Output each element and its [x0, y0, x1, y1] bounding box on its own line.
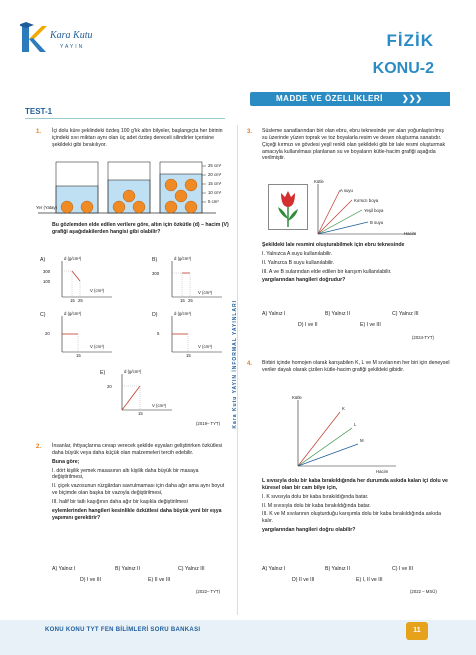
- tick-label: 15: [76, 353, 81, 358]
- question-4: [262, 360, 450, 376]
- tick-label: 20: [45, 331, 50, 336]
- source-label: (2024-TYT): [412, 335, 434, 340]
- mark-25: 25 cm³: [208, 163, 222, 168]
- list-item: III. halif bir tatlı kaşığının daha ağır bir kaşıkla değiştirilmesi: [52, 499, 188, 506]
- answer-option[interactable]: C) Yalnız III: [178, 566, 205, 572]
- tulip-icon: [269, 185, 307, 229]
- mark-5: 5 cm³: [208, 199, 219, 204]
- option-d-label: D): [152, 312, 158, 318]
- answer-option[interactable]: D) I ve III: [80, 577, 102, 583]
- sidebar-text: Kara Kutu YAYIN İNFORMAL YAYINLARI: [232, 300, 238, 429]
- source-label: (2019– TYT): [196, 421, 221, 426]
- question-number: 2.: [36, 444, 42, 450]
- list-item: II. M sıvısıyla dolu bir kaba bırakıldığında batar.: [262, 502, 371, 509]
- option-d-graph[interactable]: [162, 312, 226, 356]
- tick-label: 100: [43, 279, 51, 284]
- axis-label: d (g/cm³): [124, 369, 142, 374]
- klm-graph: [292, 398, 402, 470]
- answer-option[interactable]: D) II ve III: [292, 577, 315, 583]
- tick-label: 15: [180, 298, 185, 303]
- tick-label: 15: [70, 298, 75, 303]
- question-text: İçi dolu küre şeklindeki özdeş 100 g'lık altın bilyeler, başlangıçta her birinin içindeki sıvı miktarı aynı olan üç adet özdeş dereceli silindirler içerisine şekildeki gibi bırakılıyor.: [52, 128, 223, 148]
- mark-20: 20 cm³: [208, 172, 222, 177]
- mark-15: 15 cm³: [208, 181, 222, 186]
- axis-label: V (cm³): [198, 290, 213, 295]
- question-1: [52, 128, 230, 151]
- brand-name: Kara Kutu: [50, 30, 93, 41]
- option-a-graph[interactable]: [52, 257, 116, 301]
- tick-label: 5: [157, 331, 160, 336]
- answer-option[interactable]: A) Yalnız I: [262, 566, 286, 572]
- option-b-label: B): [152, 257, 158, 263]
- test-label: TEST-1: [25, 107, 53, 116]
- tick-label: 25: [78, 298, 83, 303]
- line-label: Yeşil boya: [364, 208, 384, 213]
- question-number: 1.: [36, 129, 42, 135]
- question-text: Birbiri içinde homojen olarak karışabilen K, L ve M sıvılarının her biri için deneysel veriler dayalı olarak çizilen kütle-hacim grafiği şekildeki gibidir.: [262, 360, 450, 373]
- mark-10: 10 cm³: [208, 190, 222, 195]
- question-number: 4.: [247, 361, 253, 367]
- axis-label: d (g/cm³): [174, 256, 192, 261]
- chevron-right-icon: ❯❯❯: [402, 94, 423, 103]
- question-text: Süsleme sanatlarından biri olan ebru, ebru teknesinde yer alan yoğunlaştırılmış su üzerinde yüzen toprak ve toz boyalarla resim ve desen oluşturma sanatıdır. Çiçeği kırmızı ve gövdesi yeşil renkli olan şekildeki gibi bir lale resmi oluşturmak amacıyla kullanılması planlanan su ve boyaların kütle-hacim grafiği aşağıda verilmiştir.: [262, 128, 446, 162]
- list-item: II. çiçek vazosunun rüzgârdan savrulmaması için daha ağır ama aynı boyut ve biçimde olan başka bir vazoyla değiştirilmesi,: [52, 483, 225, 497]
- list-item: I. K sıvısıyla dolu bir kaba bırakıldığında batar.: [262, 493, 369, 500]
- question-text: İnsanlar, ihtiyaçlarına cevap verecek şekilde eşyaları geliştirirken özkütlesi daha büyük veya daha küçük olan malzemeleri tercih edebilir.: [52, 443, 223, 456]
- line-label: L: [354, 422, 357, 427]
- list-item: III. A ve B sularından elde edilen bir karışım kullanılabilir.: [262, 268, 392, 275]
- source-label: (2022 – MSÜ): [410, 589, 437, 594]
- tick-label: 15: [138, 411, 143, 416]
- question-prompt: eylemlerinden hangileri kesinlikle özkütlesi daha büyük yeni bir eşya yapımını gerektirir?: [52, 507, 222, 521]
- question-3: [262, 128, 450, 164]
- question-prompt: Bu gözlemden elde edilen verilere göre, altın için özkütle (d) – hacim (V) grafiği aşağıdakilerden hangisi gibi olabilir?: [52, 222, 229, 235]
- answer-option[interactable]: B) Yalnız II: [325, 566, 350, 572]
- line-label: B suyu: [370, 220, 384, 225]
- axis-label: Hacim: [376, 469, 389, 474]
- axis-label: d (g/cm³): [64, 256, 82, 261]
- answer-option[interactable]: A) Yalnız I: [52, 566, 76, 572]
- axis-label: V (cm³): [198, 344, 213, 349]
- question-4-body: [262, 478, 450, 536]
- axis-label: d (g/cm³): [64, 311, 82, 316]
- option-a-label: A): [40, 257, 46, 263]
- answer-option[interactable]: D) I ve II: [298, 322, 318, 328]
- question-prompt: L sıvısıyla dolu bir kaba bırakıldığında her durumda askıda kalan içi dolu ve küresel olan bir cam bilye için,: [262, 478, 448, 491]
- unit-title: KONU-2: [372, 60, 434, 77]
- question-ask: yargılarından hangileri doğrudur?: [262, 277, 346, 284]
- subject-title: FİZİK: [386, 31, 434, 50]
- answer-option[interactable]: E) II ve III: [148, 577, 171, 583]
- footer: [0, 620, 476, 655]
- axis-label: V (cm³): [90, 288, 105, 293]
- tick-label: 25: [188, 298, 193, 303]
- divider: [25, 118, 225, 119]
- option-e-graph[interactable]: [112, 370, 176, 414]
- option-b-graph[interactable]: [162, 257, 226, 301]
- option-c-label: C): [40, 312, 46, 318]
- tick-label: 15: [186, 353, 191, 358]
- option-c-graph[interactable]: [52, 312, 116, 356]
- axis-label: Kütle: [292, 395, 302, 400]
- kara-kutu-logo-icon: [20, 22, 48, 56]
- tick-label: 300: [152, 271, 160, 276]
- line-label: M: [360, 438, 364, 443]
- answer-option[interactable]: A) Yalnız I: [262, 311, 286, 317]
- line-label: A suyu: [340, 188, 353, 193]
- page-number: 11: [406, 622, 428, 640]
- option-e-label: E): [100, 370, 106, 376]
- answer-option[interactable]: E) I ve III: [360, 322, 381, 328]
- source-label: (2022– TYT): [196, 589, 221, 594]
- answer-option[interactable]: B) Yalnız II: [325, 311, 350, 317]
- question-ask: yargılarından hangileri doğru olabilir?: [262, 527, 356, 534]
- tulip-picture: [268, 184, 308, 230]
- cylinders-figure: [36, 158, 236, 220]
- answer-option[interactable]: C) Yalnız III: [392, 311, 419, 317]
- tick-label: 300: [43, 269, 51, 274]
- line-label: Kırmızı boya: [354, 198, 379, 203]
- axis-label: V (cm³): [152, 403, 167, 408]
- answer-option[interactable]: E) I, II ve III: [356, 577, 383, 583]
- ground-label: Yer (Yatay): [36, 205, 58, 210]
- question-prompt: Şekildeki lale resmini oluşturabilmek için ebru teknesinde: [262, 242, 405, 248]
- question-number: 3.: [247, 129, 253, 135]
- line-label: K: [342, 406, 345, 411]
- footer-title: KONU KONU TYT FEN BİLİMLERİ SORU BANKASI: [45, 627, 201, 633]
- answer-option[interactable]: C) I ve III: [392, 566, 414, 572]
- axis-label: Hacim: [404, 231, 417, 236]
- list-item: II. Yalnızca B suyu kullanılabilir.: [262, 259, 335, 266]
- tick-label: 20: [107, 384, 112, 389]
- list-item: I. Yalnızca A suyu kullanılabilir.: [262, 250, 333, 257]
- topic-title: MADDE VE ÖZELLİKLERİ: [276, 94, 383, 103]
- list-item: III. K ve M sıvılarının oluşturduğu karışımla dolu bir kaba bırakıldığında askıda kalır.: [262, 511, 442, 525]
- brand-sub: YAYIN: [60, 44, 85, 50]
- question-2: [52, 443, 230, 524]
- list-item: I. dört kişilik yemek masasının altı kişilik daha büyük bir masaya değiştirilmesi,: [52, 467, 199, 481]
- axis-label: V (cm³): [90, 344, 105, 349]
- axis-label: Kütle: [314, 179, 324, 184]
- axis-label: d (g/cm³): [174, 311, 192, 316]
- question-3-body: [262, 242, 450, 286]
- question-lead: Buna göre;: [52, 458, 80, 465]
- answer-option[interactable]: B) Yalnız II: [115, 566, 140, 572]
